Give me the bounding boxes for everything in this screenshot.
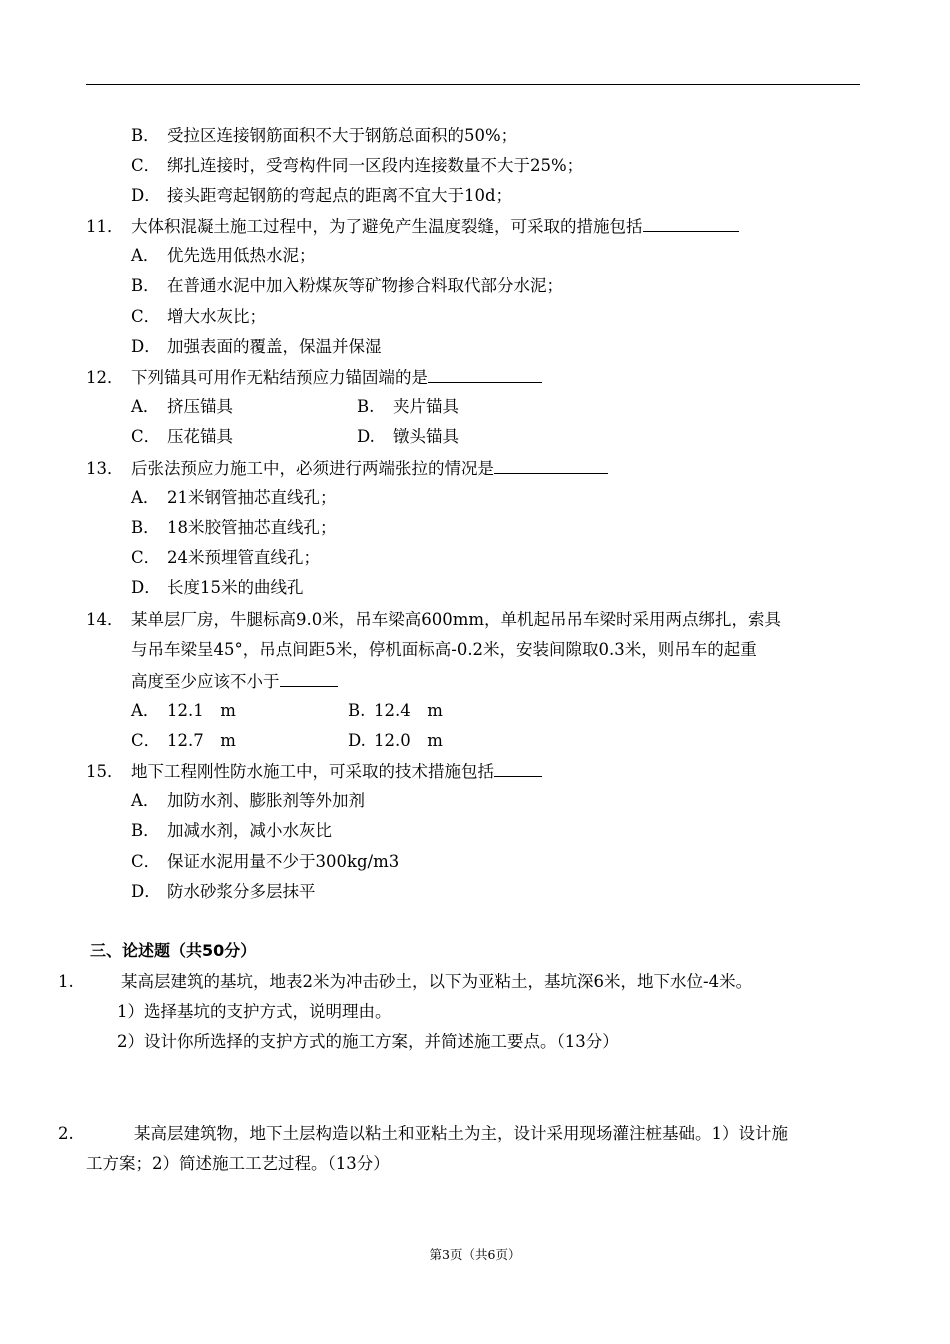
- answer-blank: [643, 215, 739, 232]
- q10-option-c: C． 绑扎连接时，受弯构件同一区段内连接数量不大于25%；: [131, 156, 584, 175]
- question-14-line2: 与吊车梁呈45°，吊点间距5米，停机面标高-0.2米，安装间隙取0.3米，则吊车的起重: [131, 640, 757, 659]
- q11-option-d: D． 加强表面的覆盖，保温并保湿: [131, 337, 382, 356]
- q11-option-b: B． 在普通水泥中加入粉煤灰等矿物掺合料取代部分水泥；: [131, 276, 563, 295]
- essay-1-sub2: 2）设计你所选择的支护方式的施工方案，并简述施工要点。（13分）: [117, 1032, 619, 1051]
- q11-option-c: C． 增大水灰比；: [131, 307, 266, 326]
- q14-option-a: A． 12.1 m: [131, 701, 236, 720]
- q12-option-b: B. 夹片锚具: [357, 397, 459, 416]
- q10-option-d: D． 接头距弯起钢筋的弯起点的距离不宜大于10d；: [131, 186, 513, 205]
- q14-option-b: B. 12.4 m: [348, 701, 443, 720]
- q11-option-a: A． 优先选用低热水泥；: [131, 246, 316, 265]
- header-rule: [86, 84, 860, 85]
- answer-blank: [428, 366, 542, 383]
- q15-option-b: B． 加减水剂，减小水灰比: [131, 821, 332, 840]
- essay-2-text-line2: 工方案；2）简述施工工艺过程。（13分）: [86, 1154, 390, 1173]
- q12-option-d: D. 镦头锚具: [357, 427, 459, 446]
- page-footer: 第3页（共6页）: [429, 1247, 521, 1262]
- question-13: 13． 后张法预应力施工中，必须进行两端张拉的情况是: [86, 457, 608, 480]
- q12-option-a: A． 挤压锚具: [131, 397, 233, 416]
- q15-option-d: D． 防水砂浆分多层抹平: [131, 882, 316, 901]
- question-11: 11． 大体积混凝土施工过程中，为了避免产生温度裂缝，可采取的措施包括: [86, 215, 739, 238]
- essay-1-text: 某高层建筑的基坑，地表2米为冲击砂土，以下为亚粘土，基坑深6米，地下水位-4米。: [121, 972, 753, 991]
- q14-option-c: C． 12.7 m: [131, 731, 236, 750]
- q12-option-c: C． 压花锚具: [131, 427, 233, 446]
- q13-option-a: A． 21米钢管抽芯直线孔；: [131, 488, 337, 507]
- section-title: 三、论述题（共50分）: [90, 941, 257, 960]
- q15-option-a: A． 加防水剂、膨胀剂等外加剂: [131, 791, 365, 810]
- q14-option-d: D. 12.0 m: [348, 731, 443, 750]
- answer-blank: [494, 457, 608, 474]
- essay-2-text: 某高层建筑物，地下土层构造以粘土和亚粘土为主，设计采用现场灌注桩基础。1）设计施: [134, 1124, 788, 1143]
- q15-option-c: C． 保证水泥用量不少于300kg/m3: [131, 852, 400, 871]
- q13-option-b: B． 18米胶管抽芯直线孔；: [131, 518, 337, 537]
- question-14: 14． 某单层厂房，牛腿标高9.0米，吊车梁高600mm，单机起吊吊车梁时采用两点绑扎，索具: [86, 610, 782, 629]
- answer-blank: [494, 760, 542, 777]
- question-15: 15． 地下工程刚性防水施工中，可采取的技术措施包括: [86, 760, 542, 783]
- question-14-line3: 高度至少应该不小于: [131, 670, 338, 693]
- q10-option-b: B． 受拉区连接钢筋面积不大于钢筋总面积的50%；: [131, 126, 518, 145]
- question-12: 12． 下列锚具可用作无粘结预应力锚固端的是: [86, 366, 542, 389]
- q13-option-c: C． 24米预埋管直线孔；: [131, 548, 320, 567]
- essay-2-number: 2.: [58, 1124, 74, 1143]
- essay-1-sub1: 1）选择基坑的支护方式，说明理由。: [117, 1002, 392, 1021]
- answer-blank: [280, 670, 338, 687]
- q13-option-d: D． 长度15米的曲线孔: [131, 578, 304, 597]
- essay-1-number: 1.: [58, 972, 74, 991]
